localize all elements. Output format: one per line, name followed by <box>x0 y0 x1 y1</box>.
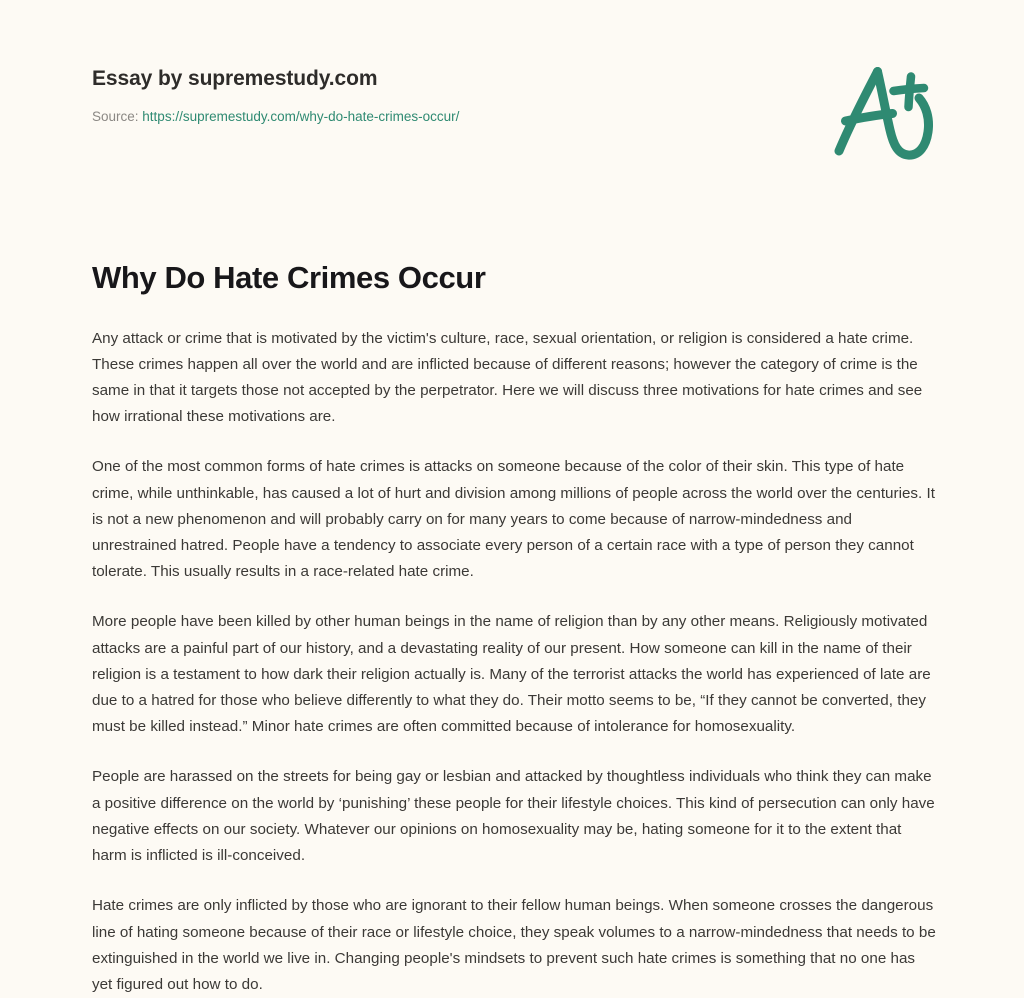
article-paragraph: More people have been killed by other human beings in the name of religion than by any other means. Religiously motivated attacks are a painful part of our history, and a devastating reality of our present. How someone can kill in the name of their religion is a testament to how dark their religion actually is. Many of the terrorist attacks the world has experienced of late are due to a hatred for those who believe differently to what they do. Their motto seems to be, “If they cannot be converted, they must be killed instead.” Minor hate crimes are often committed because of intolerance for homosexuality. <box>92 613 931 736</box>
page-title: Why Do Hate Crimes Occur <box>92 260 486 295</box>
article-paragraph: People are harassed on the streets for being gay or lesbian and attacked by thoughtless individuals who think they can make a positive difference on the world by ‘punishing’ these people for their lifestyle choices. This kind of persecution can only have negative effects on our society. Whatever our opinions on homosexuality may be, hating someone for it to the extent that harm is inflicted is ill-conceived. <box>92 768 935 865</box>
article <box>92 186 936 998</box>
brand-attribution: Essay by supremestudy.com <box>92 67 378 90</box>
article-paragraph: Hate crimes are only inflicted by those who are ignorant to their fellow human beings. When someone crosses the dangerous line of hating someone because of their race or lifestyle choice, they speak volumes to a narrow-mindedness that needs to be extinguished in the world we live in. Changing people's mindsets to prevent such hate crimes is something that no one has yet figured out how to do. <box>92 897 936 993</box>
article-body <box>92 326 936 998</box>
source-line <box>92 108 932 126</box>
source-url-link[interactable]: https://supremestudy.com/why-do-hate-crimes-occur/ <box>142 109 460 125</box>
article-paragraph: One of the most common forms of hate crimes is attacks on someone because of the color of their skin. This type of hate crime, while unthinkable, has caused a lot of hurt and division among millions of people across the world over the centuries. It is not a new phenomenon and will probably carry on for many years to come because of narrow-mindedness and unrestrained hatred. People have a tendency to associate every person of a certain race with a type of person they cannot tolerate. This usually results in a race-related hate crime. <box>92 458 935 581</box>
page-header <box>92 0 932 186</box>
article-paragraph: Any attack or crime that is motivated by the victim's culture, race, sexual orientation, or religion is considered a hate crime. These crimes happen all over the world and are inflicted because of different reasons; however the category of crime is the same in that it targets those not accepted by the perpetrator. Here we will discuss three motivations for hate crimes and see how irrational these motivations are. <box>92 329 923 426</box>
source-label: Source: <box>92 109 139 125</box>
